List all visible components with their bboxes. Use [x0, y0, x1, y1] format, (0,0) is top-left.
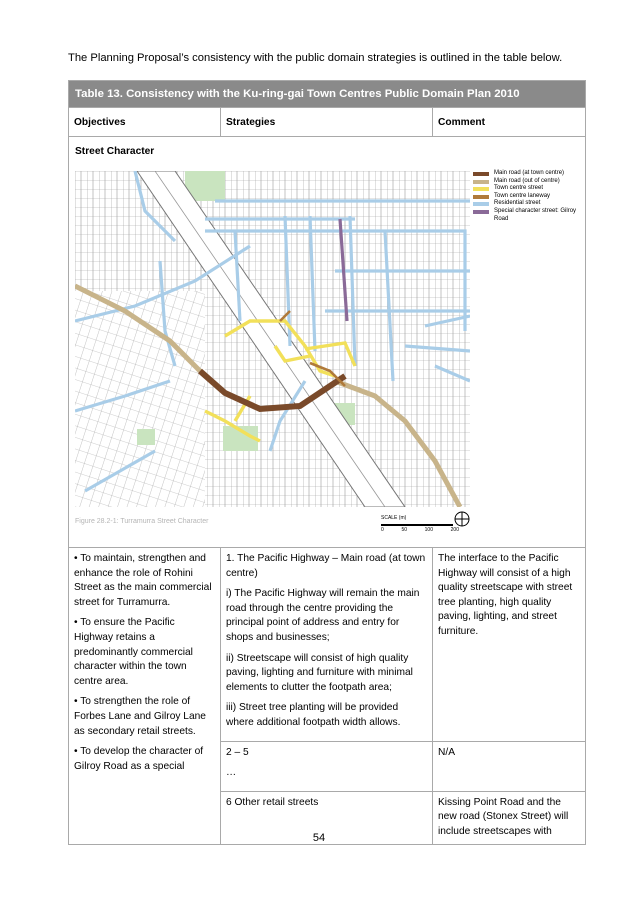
north-arrow-icon — [454, 511, 470, 527]
strategy-title: 2 – 5 — [226, 746, 249, 758]
legend-label: Main road (at town centre) — [494, 170, 565, 176]
scale-tick: 100 — [424, 527, 433, 533]
legend-swatch — [473, 210, 489, 214]
legend-label: Residential street — [494, 200, 541, 207]
legend-label: Town centre street — [494, 185, 544, 192]
legend-swatch — [473, 195, 489, 199]
legend-item — [473, 200, 583, 208]
map-svg — [75, 171, 470, 507]
scale-tick: 50 — [401, 527, 407, 533]
scale-label: SCALE (m) — [381, 515, 407, 521]
legend-swatch — [473, 180, 489, 184]
street-character-cell — [69, 137, 586, 548]
objective-item: • To develop the character of Gilroy Road as a special — [74, 746, 204, 772]
header-comment: Comment — [433, 108, 586, 137]
legend-item — [473, 193, 583, 201]
park-area — [137, 429, 155, 445]
legend-swatch — [473, 172, 489, 176]
objective-item: • To strengthen the role of Forbes Lane and Gilroy Lane as secondary retail streets. — [74, 696, 206, 737]
strategy-item: ii) Streetscape will consist of high quality paving, lighting and furniture with minimal elements to clutter the footpath area; — [226, 652, 413, 693]
header-objectives: Objectives — [69, 108, 221, 137]
strategy-title: 1. The Pacific Highway – Main road (at town centre) — [226, 553, 426, 579]
comment-cell: N/A — [433, 741, 586, 791]
comment-cell: Kissing Point Road and the new road (Stonex Street) will include streetscapes with — [433, 791, 586, 844]
objective-item: • To ensure the Pacific Highway retains a predominantly commercial character within the town centre area. — [74, 617, 193, 687]
scale-tick: 0 — [381, 527, 384, 533]
header-strategies: Strategies — [221, 108, 433, 137]
comment-cell: The interface to the Pacific Highway will consist of a high quality streetscape with street tree planting, high quality paving, lighting, and street furniture. — [433, 548, 586, 742]
legend-item — [473, 185, 583, 193]
consistency-table — [68, 80, 586, 845]
legend-label: Main road (out of centre) — [494, 177, 560, 184]
section-label: Street Character — [75, 146, 155, 157]
scale-line — [381, 524, 453, 526]
page-number: 54 — [312, 832, 326, 844]
street-character-map — [75, 171, 470, 507]
strategy-title: 6 Other retail streets — [226, 796, 319, 808]
figure-caption: Figure 28.2-1: Turramurra Street Character — [75, 518, 209, 525]
strategy-cell — [221, 548, 433, 742]
legend-swatch — [473, 187, 489, 191]
objective-item: • To maintain, strengthen and enhance the role of Rohini Street as the main commercial street for Turramurra. — [74, 553, 212, 608]
map-legend — [473, 170, 583, 223]
legend-label: Town centre laneway — [494, 192, 551, 199]
strategy-item: i) The Pacific Highway will remain the main road through the centre providing the principal point of address and entry for shops and businesses; — [226, 588, 420, 643]
strategy-item: iii) Street tree planting will be provided where additional footpath width allows. — [226, 702, 401, 728]
legend-item — [473, 170, 583, 178]
strategy-cell — [221, 741, 433, 791]
table-title: Table 13. Consistency with the Ku-ring-gai Town Centres Public Domain Plan 2010 — [69, 81, 586, 108]
legend-label: Special character street: Gilroy Road — [494, 207, 577, 222]
strategy-item: … — [226, 767, 237, 779]
legend-swatch — [473, 202, 489, 206]
scale-tick: 200 — [450, 527, 459, 533]
legend-item — [473, 208, 583, 223]
legend-item — [473, 178, 583, 186]
intro-paragraph: The Planning Proposal’s consistency with the public domain strategies is outlined in the table below. — [68, 52, 563, 64]
objectives-cell — [69, 548, 221, 845]
